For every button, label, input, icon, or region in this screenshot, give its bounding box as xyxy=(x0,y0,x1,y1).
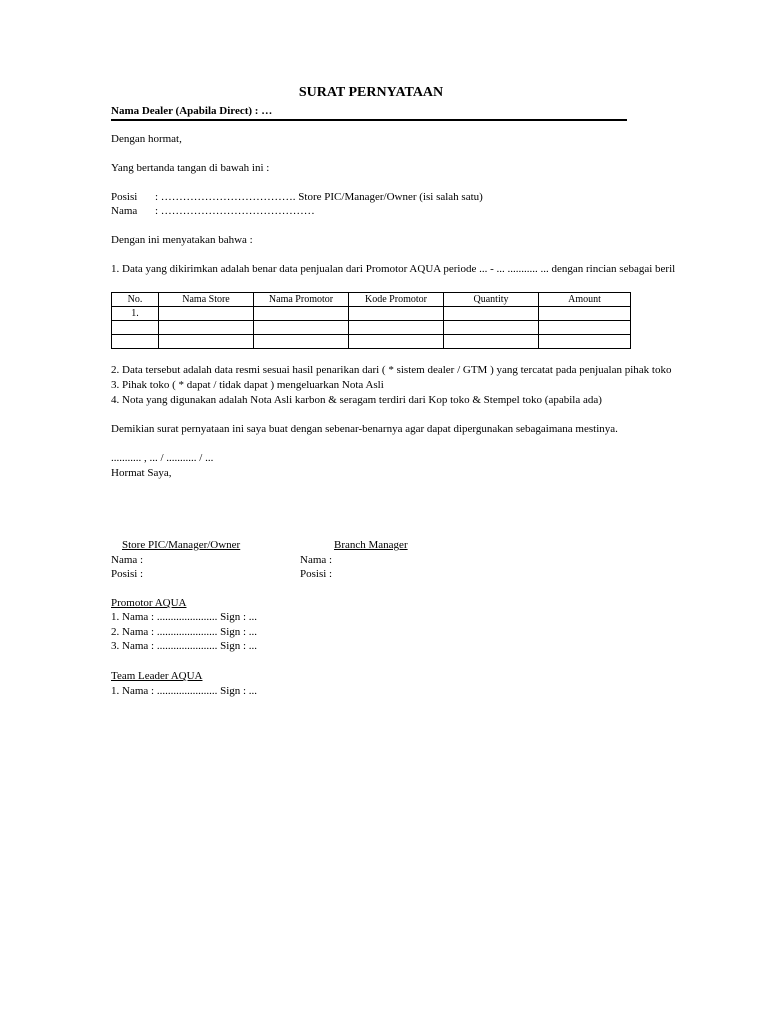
table-cell xyxy=(539,321,631,335)
sales-table xyxy=(111,292,631,349)
promotor-line-2: 2. Nama : ...................... Sign : ... xyxy=(111,626,258,638)
intro-text: Yang bertanda tangan di bawah ini : xyxy=(111,162,270,174)
dealer-name-line: Nama Dealer (Apabila Direct) : … xyxy=(111,105,273,117)
promotor-heading: Promotor AQUA xyxy=(111,597,187,609)
greeting: Dengan hormat, xyxy=(111,133,182,145)
col-quantity: Quantity xyxy=(444,293,539,307)
table-cell xyxy=(159,335,254,349)
header-rule xyxy=(111,119,627,121)
posisi-value: : ………………………………. Store PIC/Manager/Owner (isi salah satu) xyxy=(155,191,483,203)
sign-left-posisi: Posisi : xyxy=(111,568,144,580)
team-leader-heading: Team Leader AQUA xyxy=(111,670,203,682)
table-row xyxy=(112,321,631,335)
table-row xyxy=(112,307,631,321)
document-title: SURAT PERNYATAAN xyxy=(298,85,444,100)
regards: Hormat Saya, xyxy=(111,467,172,479)
table-cell: 1. xyxy=(112,307,159,321)
table-cell xyxy=(112,321,159,335)
table-cell xyxy=(254,307,349,321)
nama-line xyxy=(111,205,315,217)
table-cell xyxy=(349,307,444,321)
sign-left-heading: Store PIC/Manager/Owner xyxy=(122,539,241,551)
nama-label: Nama xyxy=(111,205,138,217)
table-cell xyxy=(444,335,539,349)
table-cell xyxy=(159,307,254,321)
statement-text: Dengan ini menyatakan bahwa : xyxy=(111,234,253,246)
posisi-label: Posisi xyxy=(111,191,138,203)
col-nama-store: Nama Store xyxy=(159,293,254,307)
table-cell xyxy=(254,335,349,349)
sign-right-nama: Nama : xyxy=(300,554,333,566)
point-4: 4. Nota yang digunakan adalah Nota Asli karbon & seragam terdiri dari Kop toko & Stempel toko (apabila ada) xyxy=(111,394,602,406)
col-kode-promotor: Kode Promotor xyxy=(349,293,444,307)
table-cell xyxy=(539,307,631,321)
sign-left-nama: Nama : xyxy=(111,554,144,566)
nama-value: : …………………………………… xyxy=(155,205,315,217)
sign-right-heading: Branch Manager xyxy=(334,539,408,551)
table-row xyxy=(112,335,631,349)
point-2: 2. Data tersebut adalah data resmi sesuai hasil penarikan dari ( * sistem dealer / GTM ) yang tercatat pada penjualan pihak toko xyxy=(111,364,672,376)
table-cell xyxy=(539,335,631,349)
sign-right-posisi: Posisi : xyxy=(300,568,333,580)
team-leader-line-1: 1. Nama : ...................... Sign : ... xyxy=(111,685,258,697)
promotor-line-1: 1. Nama : ...................... Sign : ... xyxy=(111,611,258,623)
table-header-row xyxy=(112,293,631,307)
posisi-line xyxy=(111,191,483,203)
closing-text: Demikian surat pernyataan ini saya buat dengan sebenar-benarnya agar dapat dipergunakan sebagaimana mestinya. xyxy=(111,423,618,435)
table-cell xyxy=(112,335,159,349)
table-cell xyxy=(254,321,349,335)
date-line: ........... , ... / ........... / ... xyxy=(111,452,214,464)
table-cell xyxy=(159,321,254,335)
table-cell xyxy=(444,321,539,335)
promotor-line-3: 3. Nama : ...................... Sign : ... xyxy=(111,640,258,652)
table-cell xyxy=(349,335,444,349)
col-amount: Amount xyxy=(539,293,631,307)
col-nama-promotor: Nama Promotor xyxy=(254,293,349,307)
point-1: 1. Data yang dikirimkan adalah benar data penjualan dari Promotor AQUA periode ... - ... ........... ... dengan rincian sebagai beril xyxy=(111,263,676,275)
col-no: No. xyxy=(112,293,159,307)
point-3: 3. Pihak toko ( * dapat / tidak dapat ) mengeluarkan Nota Asli xyxy=(111,379,384,391)
table-cell xyxy=(444,307,539,321)
table-cell xyxy=(349,321,444,335)
